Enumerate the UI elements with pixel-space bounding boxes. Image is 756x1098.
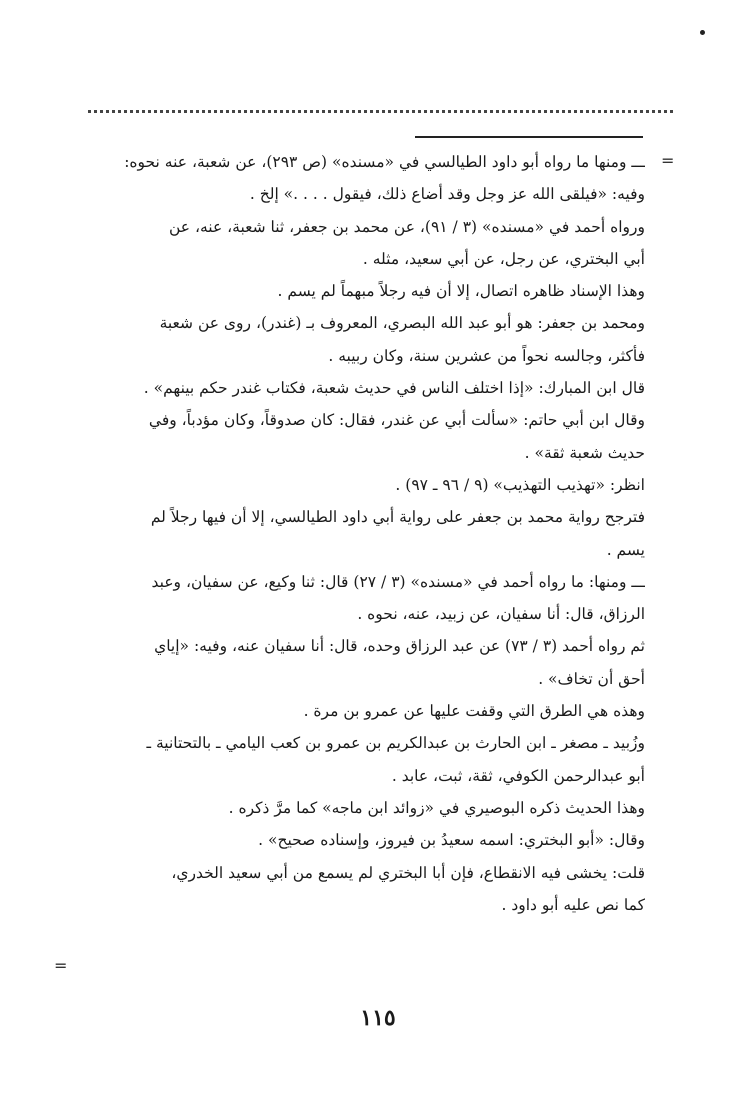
corner-dot	[700, 30, 705, 35]
text-line: ومحمد بن جعفر: هو أبو عبد الله البصري، المعروف بـ (غندر)، روى عن شعبة	[159, 314, 645, 333]
text-line: أحق أن تخاف» .	[538, 669, 645, 688]
text-line: حديث شعبة ثقة» .	[524, 443, 645, 462]
text-line: أبي البختري، عن رجل، عن أبي سعيد، مثله .	[362, 249, 645, 268]
margin-mark-bottom: =	[54, 956, 68, 975]
text-line: ثم رواه أحمد (٣ / ٧٣) عن عبد الرزاق وحده، قال: أنا سفيان عنه، وفيه: «إياي	[154, 637, 645, 656]
text-line: ـــ ومنها: ما رواه أحمد في «مسنده» (٣ / ٢٧) قال: ثنا وكيع، عن سفيان، وعبد	[151, 572, 645, 591]
page-body	[93, 146, 645, 921]
text-line: قلت: يخشى فيه الانقطاع، فإن أبا البختري لم يسمع من أبي سعيد الخدري،	[171, 863, 645, 882]
footnote-rule	[415, 136, 643, 138]
text-line: أبو عبدالرحمن الكوفي، ثقة، ثبت، عابد .	[391, 766, 645, 785]
text-line: وقال ابن أبي حاتم: «سألت أبي عن غندر، فقال: كان صدوقاً، وكان مؤدباً، وفي	[148, 411, 645, 430]
text-line: وهذا الحديث ذكره البوصيري في «زوائد ابن ماجه» كما مرَّ ذكره .	[228, 798, 645, 817]
margin-mark-top: =	[661, 151, 675, 170]
text-line: وهذه هي الطرق التي وقفت عليها عن عمرو بن مرة .	[303, 702, 645, 721]
text-line: فترجح رواية محمد بن جعفر على رواية أبي داود الطيالسي، إلا أن فيها رجلاً لم	[150, 508, 645, 527]
text-line: انظر: «تهذيب التهذيب» (٩ / ٩٦ ـ ٩٧) .	[395, 475, 645, 494]
text-line: ـــ ومنها ما رواه أبو داود الطيالسي في «مسنده» (ص ٢٩٣)، عن شعبة، عنه نحوه:	[124, 153, 645, 171]
text-line: فأكثر، وجالسه نحواً من عشرين سنة، وكان ربيبه .	[328, 346, 645, 365]
text-line: وزُبيد ـ مصغر ـ ابن الحارث بن عبدالكريم بن عمرو بن كعب اليامي ـ بالتحتانية ـ	[146, 734, 645, 753]
text-line: يسم .	[606, 540, 645, 559]
text-line: وقال: «أبو البختري: اسمه سعيدُ بن فيروز، وإسناده صحيح» .	[258, 831, 645, 850]
text-line: الرزاق، قال: أنا سفيان، عن زبيد، عنه، نحوه .	[357, 605, 645, 624]
text-line: ورواه أحمد في «مسنده» (٣ / ٩١)، عن محمد بن جعفر، ثنا شعبة، عنه، عن	[169, 217, 645, 236]
page-number: ١١٥	[360, 1005, 396, 1031]
text-line: وهذا الإسناد ظاهره اتصال، إلا أن فيه رجلاً مبهماً لم يسم .	[277, 282, 645, 301]
text-line: وفيه: «فيلقى الله عز وجل وقد أضاع ذلك، فيقول . . . .» إلخ .	[249, 185, 645, 204]
dotted-separator	[88, 110, 673, 113]
text-line: قال ابن المبارك: «إذا اختلف الناس في حديث شعبة، فكتاب غندر حكم بينهم» .	[143, 379, 645, 398]
text-line: كما نص عليه أبو داود .	[501, 895, 645, 914]
